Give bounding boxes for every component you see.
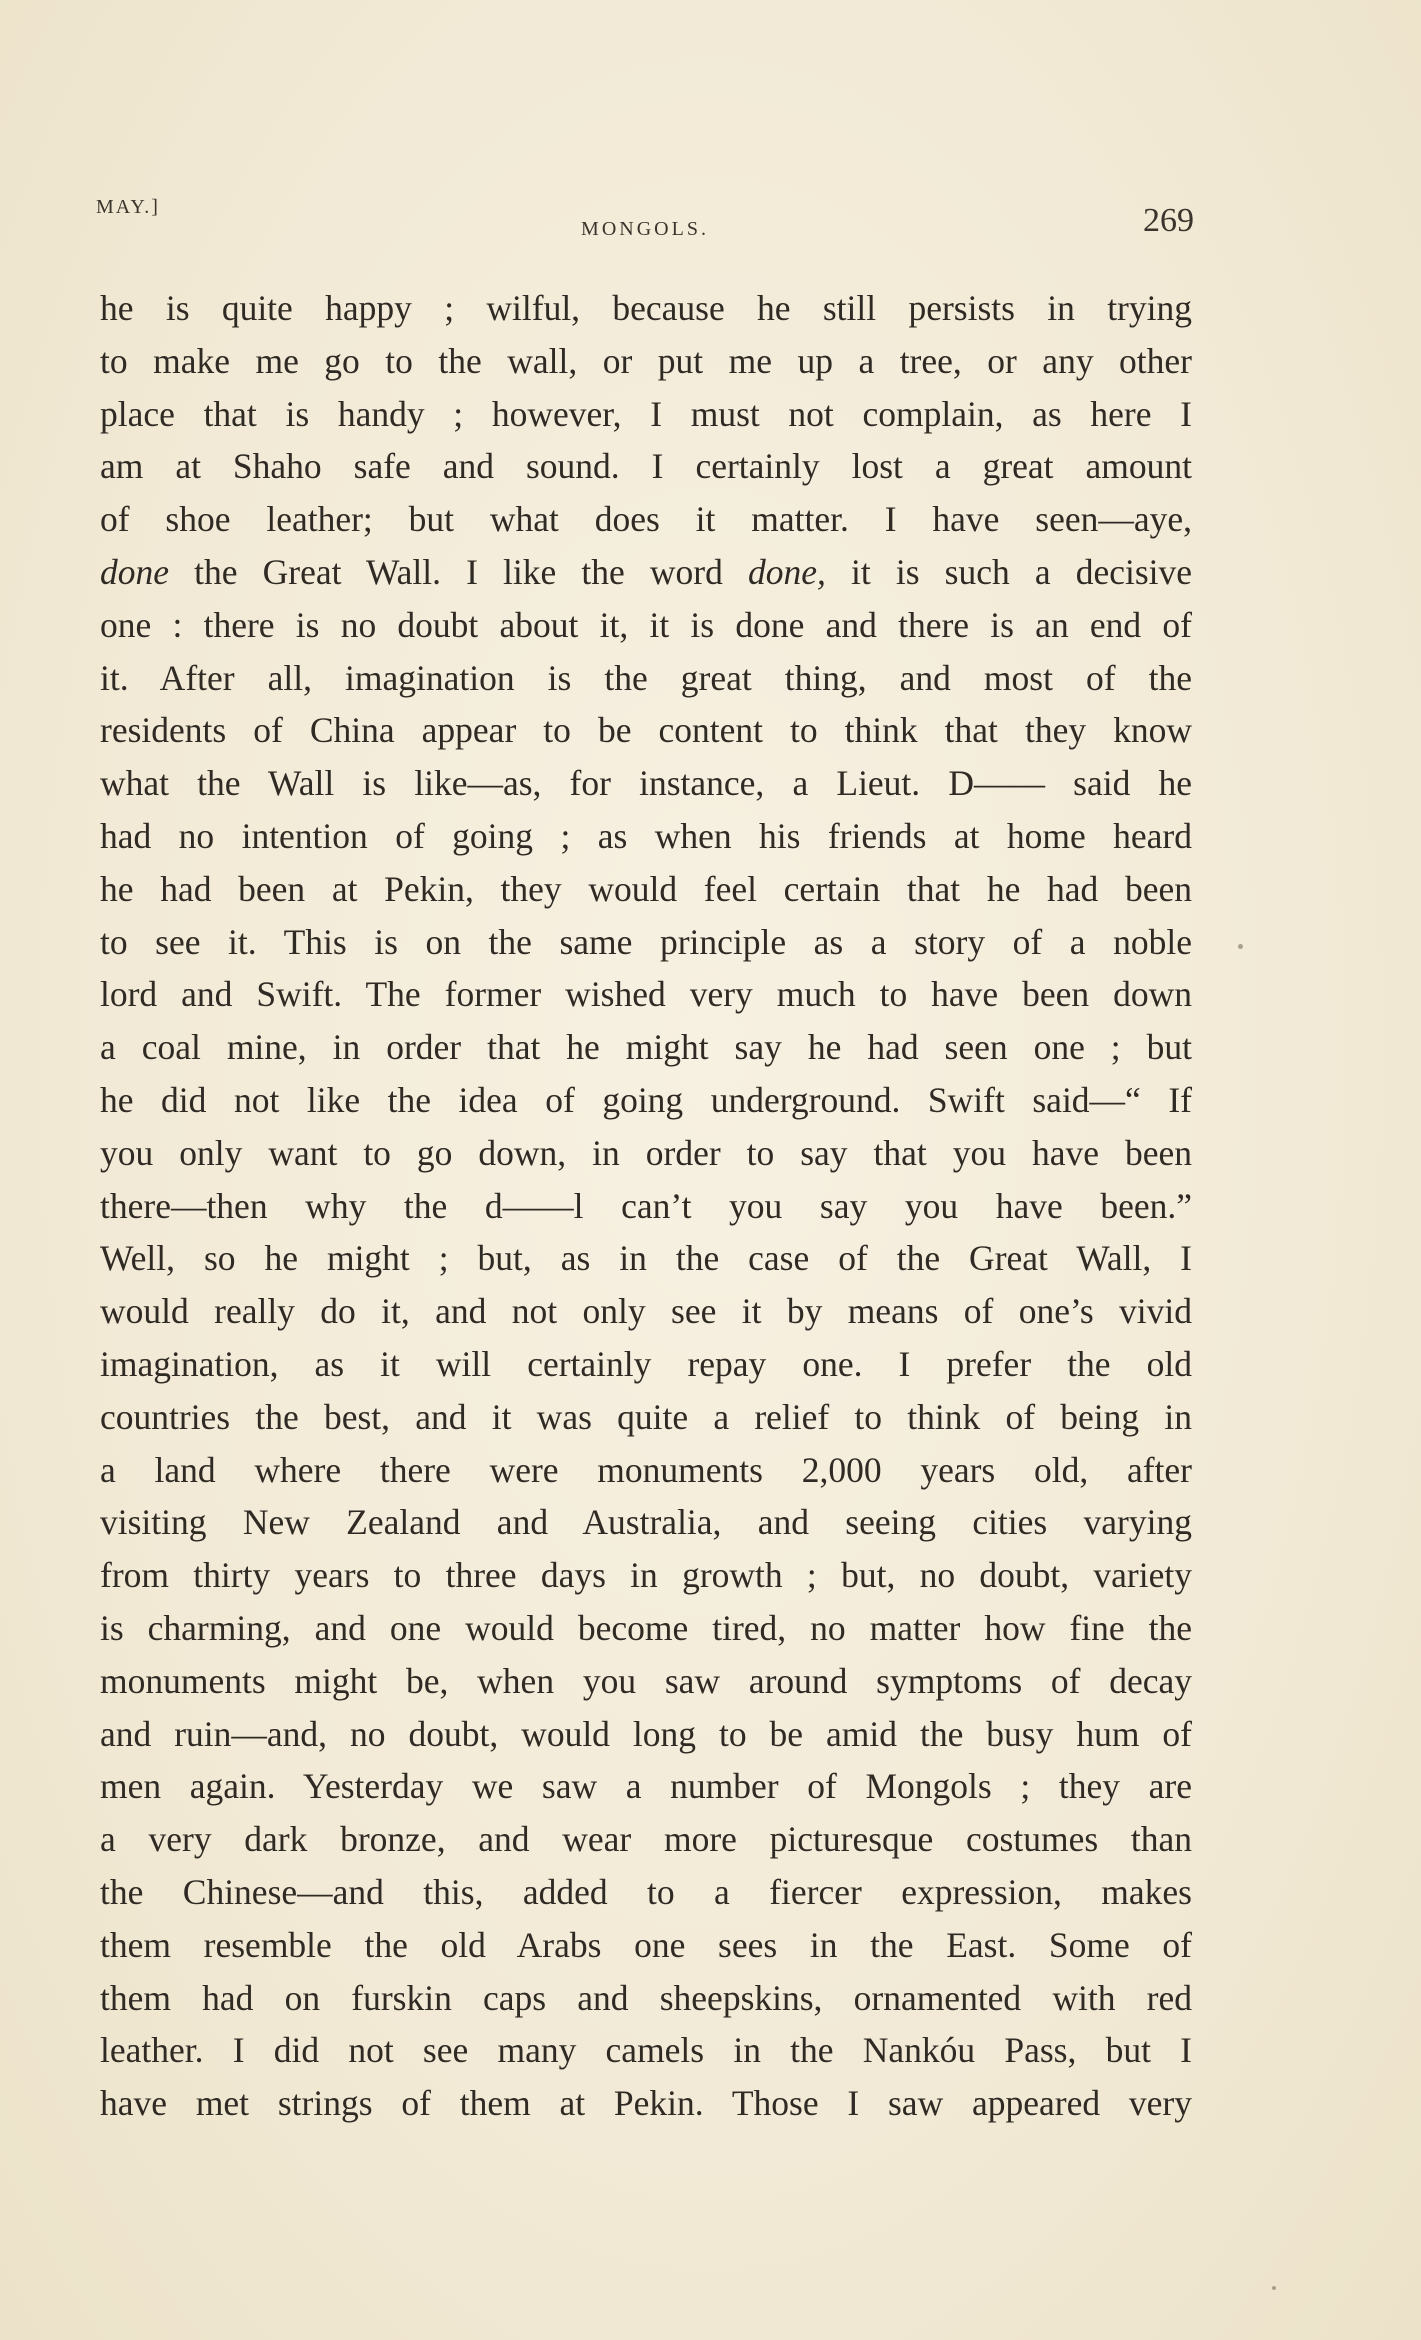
text-line: them had on furskin caps and sheepskins, ornamented with red	[100, 1977, 1192, 2018]
italic-word: done,	[747, 551, 826, 592]
text-line: there—then why the d——l can’t you say you have been.”	[100, 1185, 1192, 1226]
body-text	[100, 282, 1192, 2130]
text-line: is charming, and one would become tired, no matter how fine the	[100, 1607, 1192, 1648]
text-line: one : there is no doubt about it, it is done and there is an end of	[100, 604, 1192, 645]
header-chapter-title: MONGOLS.	[581, 218, 709, 240]
text-line: place that is handy ; however, I must not complain, as here I	[100, 393, 1192, 434]
text-line: monuments might be, when you saw around symptoms of decay	[100, 1660, 1192, 1701]
page-number: 269	[1143, 202, 1194, 239]
paper-speck	[1238, 944, 1243, 949]
text-line: a very dark bronze, and wear more picturesque costumes than	[100, 1819, 1192, 1860]
text-line: a land where there were monuments 2,000 years old, after	[100, 1449, 1192, 1490]
text-line: from thirty years to three days in growth ; but, no doubt, variety	[100, 1555, 1192, 1596]
text-line: he did not like the idea of going underground. Swift said—“ If	[100, 1079, 1192, 1120]
text-line: the Chinese—and this, added to a fiercer expression, makes	[100, 1871, 1192, 1912]
text-line: lord and Swift. The former wished very much to have been down	[100, 974, 1192, 1015]
text-line: of shoe leather; but what does it matter. I have seen—aye,	[100, 499, 1192, 540]
text-line: a coal mine, in order that he might say he had seen one ; but	[100, 1027, 1192, 1068]
text-line: them resemble the old Arabs one sees in the East. Some of	[100, 1924, 1192, 1965]
text-line: and ruin—and, no doubt, would long to be amid the busy hum of	[100, 1713, 1192, 1754]
text-line: what the Wall is like—as, for instance, a Lieut. D—— said he	[100, 763, 1192, 804]
text-line: countries the best, and it was quite a relief to think of being in	[100, 1396, 1192, 1437]
text-line: am at Shaho safe and sound. I certainly lost a great amount	[100, 446, 1192, 487]
text-line: it. After all, imagination is the great thing, and most of the	[100, 657, 1192, 698]
text-line: he had been at Pekin, they would feel certain that he had been	[100, 868, 1192, 909]
text-line: Well, so he might ; but, as in the case of the Great Wall, I	[100, 1238, 1192, 1279]
text-line: leather. I did not see many camels in the Nankóu Pass, but I	[100, 2030, 1192, 2071]
text-line: have met strings of them at Pekin. Those I saw appeared very	[100, 2083, 1192, 2124]
italic-word: done	[100, 551, 170, 592]
text-line: visiting New Zealand and Australia, and seeing cities varying	[100, 1502, 1192, 1543]
text-line: would really do it, and not only see it by means of one’s vivid	[100, 1291, 1192, 1332]
text-line: you only want to go down, in order to say that you have been	[100, 1132, 1192, 1173]
running-header	[96, 196, 1194, 256]
text-line: had no intention of going ; as when his friends at home heard	[100, 815, 1192, 856]
text-line: imagination, as it will certainly repay one. I prefer the old	[100, 1343, 1192, 1384]
text-line: residents of China appear to be content to think that they know	[100, 710, 1192, 751]
text-fragment: the Great Wall. I like the word	[169, 551, 748, 592]
header-month: MAY.]	[96, 196, 160, 218]
text-line	[100, 546, 1192, 599]
text-line: men again. Yesterday we saw a number of Mongols ; they are	[100, 1766, 1192, 1807]
paper-speck	[1272, 2286, 1276, 2290]
text-line: he is quite happy ; wilful, because he still persists in trying	[100, 288, 1192, 328]
text-line: to make me go to the wall, or put me up a tree, or any other	[100, 340, 1192, 381]
text-line: to see it. This is on the same principle as a story of a noble	[100, 921, 1192, 962]
text-fragment: it is such a decisive	[825, 551, 1192, 592]
